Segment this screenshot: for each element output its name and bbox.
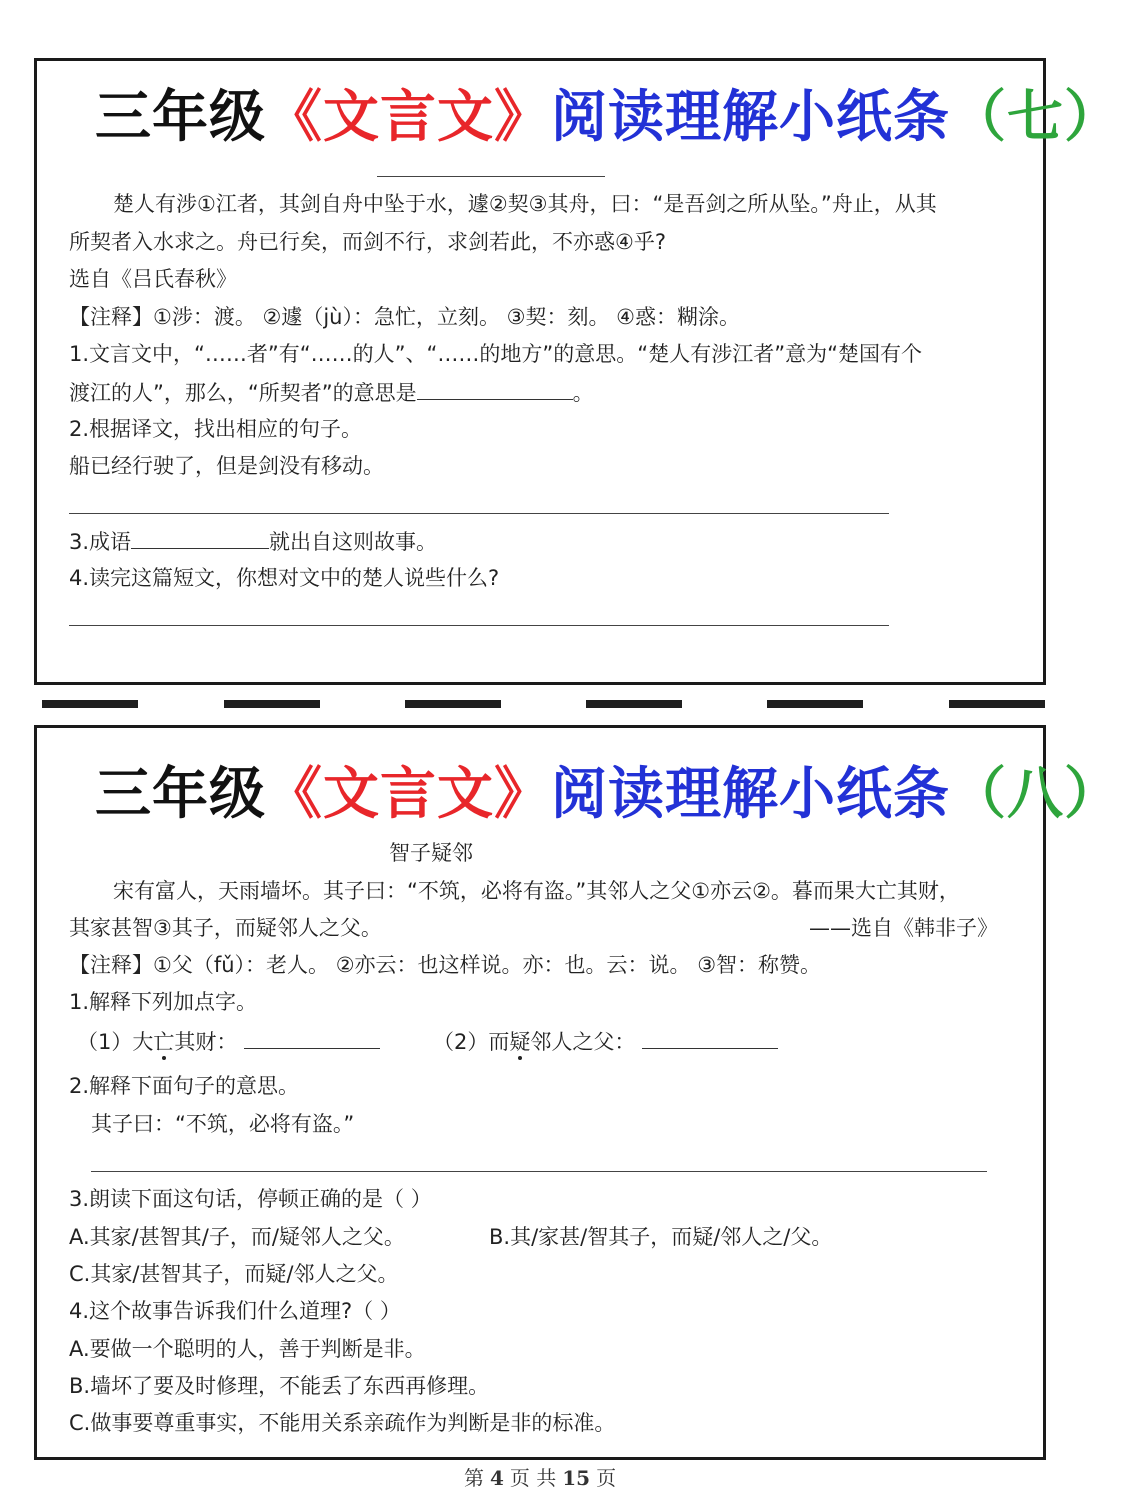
title-grade: 三年级: [95, 85, 266, 150]
question-4-option-a[interactable]: A.要做一个聪明的人，善于判断是非。: [69, 1337, 426, 1361]
q1b-suffix: 邻人之父：: [530, 1030, 636, 1054]
title-topic: 阅读理解小纸条: [551, 762, 950, 827]
q1a-prefix: （1）大: [77, 1030, 154, 1054]
cut-line-dash: [224, 700, 320, 708]
cut-line-dash: [767, 700, 863, 708]
question-3-text: 3.成语: [69, 530, 132, 554]
question-1-end: 。: [572, 381, 594, 405]
passage-title: 智子疑邻: [389, 841, 473, 865]
cut-line-dash: [949, 700, 1045, 708]
question-2-sentence: 其子曰：“不筑，必将有盗。”: [91, 1112, 355, 1136]
passage-line-2: 其家甚智③其子，而疑邻人之父。: [69, 916, 382, 940]
question-4: 4.读完这篇短文，你想对文中的楚人说些什么?: [69, 566, 500, 590]
q1a-dotted-char: 亡: [153, 1030, 175, 1054]
question-2: 2.解释下面句子的意思。: [69, 1074, 300, 1098]
title-genre: 《文言文》: [266, 85, 551, 150]
answer-line-q4[interactable]: [69, 625, 889, 626]
question-3-end: 就出自这则故事。: [269, 530, 438, 554]
cut-line-dash: [586, 700, 682, 708]
footer-suffix: 页: [596, 1466, 617, 1490]
answer-blank-q1b[interactable]: [642, 1028, 778, 1049]
question-3: [69, 528, 437, 555]
worksheet-card-7: [34, 58, 1121, 685]
worksheet-card-8: [34, 725, 1121, 1460]
question-1: 1.解释下列加点字。: [69, 990, 258, 1014]
source-citation: 选自《吕氏春秋》: [69, 267, 237, 291]
question-4: 4.这个故事告诉我们什么道理?（ ）: [69, 1299, 401, 1323]
q1b-prefix: （2）而: [433, 1030, 510, 1054]
answer-blank-q1[interactable]: [417, 379, 573, 400]
page-footer: [0, 1462, 1080, 1491]
title-topic: 阅读理解小纸条: [551, 85, 950, 150]
card-title: [95, 750, 1121, 830]
question-3-option-b[interactable]: B.其/家甚/智其子，而疑/邻人之/父。: [489, 1225, 833, 1249]
question-2: 2.根据译文，找出相应的句子。: [69, 417, 363, 441]
question-3-option-c[interactable]: C.其家/甚智其子，而疑/邻人之父。: [69, 1262, 399, 1286]
answer-blank-q3[interactable]: [131, 528, 269, 549]
question-2-translation: 船已经行驶了，但是剑没有移动。: [69, 454, 384, 478]
question-3-option-a[interactable]: A.其家/甚智其/子，而/疑邻人之父。: [69, 1225, 405, 1249]
footer-prefix: 第: [463, 1466, 484, 1490]
question-1-line-1: 1.文言文中，“……者”有“……的人”、“……的地方”的意思。“楚人有涉江者”意为“楚国有个: [69, 342, 922, 366]
answer-line-q2[interactable]: [69, 513, 889, 514]
title-number: （八）: [950, 762, 1121, 827]
answer-blank-q1a[interactable]: [244, 1028, 380, 1049]
question-1-line-2: [69, 379, 594, 406]
question-4-option-b[interactable]: B.墙坏了要及时修理，不能丢了东西再修理。: [69, 1374, 490, 1398]
passage-title-blank[interactable]: [377, 176, 605, 177]
answer-line-q2[interactable]: [91, 1171, 987, 1172]
cut-line-dash: [405, 700, 501, 708]
question-3: 3.朗读下面这句话，停顿正确的是（ ）: [69, 1187, 432, 1211]
q1a-suffix: 其财：: [174, 1030, 238, 1054]
q1b-dotted-char: 疑: [509, 1030, 531, 1054]
total-pages: 15: [562, 1466, 591, 1490]
page-number: 4: [489, 1466, 504, 1490]
notes: 【注释】①涉：渡。 ②遽（jù）：急忙，立刻。 ③契：刻。 ④惑：糊涂。: [69, 305, 740, 329]
passage-line-1: 楚人有涉①江者，其剑自舟中坠于水，遽②契③其舟，曰：“是吾剑之所从坠。”舟止，从其: [113, 192, 937, 216]
cut-line-dash: [42, 700, 138, 708]
footer-middle: 页 共: [509, 1466, 557, 1490]
question-1-text: 渡江的人”，那么，“所契者”的意思是: [69, 381, 417, 405]
passage-line-1: 宋有富人，天雨墙坏。其子曰：“不筑，必将有盗。”其邻人之父①亦云②。暮而果大亡其财，: [113, 879, 960, 903]
passage-line-2: 所契者入水求之。舟已行矣，而剑不行，求剑若此，不亦惑④乎?: [69, 230, 666, 254]
question-4-option-c[interactable]: C.做事要尊重事实，不能用关系亲疏作为判断是非的标准。: [69, 1411, 616, 1435]
question-1-part-1: [77, 1028, 380, 1055]
question-1-part-2: [433, 1028, 778, 1055]
source-citation: ——选自《韩非子》: [809, 916, 998, 940]
notes: 【注释】①父（fǔ）：老人。 ②亦云：也这样说。亦：也。云：说。 ③智：称赞。: [69, 953, 822, 977]
title-grade: 三年级: [95, 762, 266, 827]
card-title: [95, 73, 1121, 153]
title-genre: 《文言文》: [266, 762, 551, 827]
title-number: （七）: [950, 85, 1121, 150]
